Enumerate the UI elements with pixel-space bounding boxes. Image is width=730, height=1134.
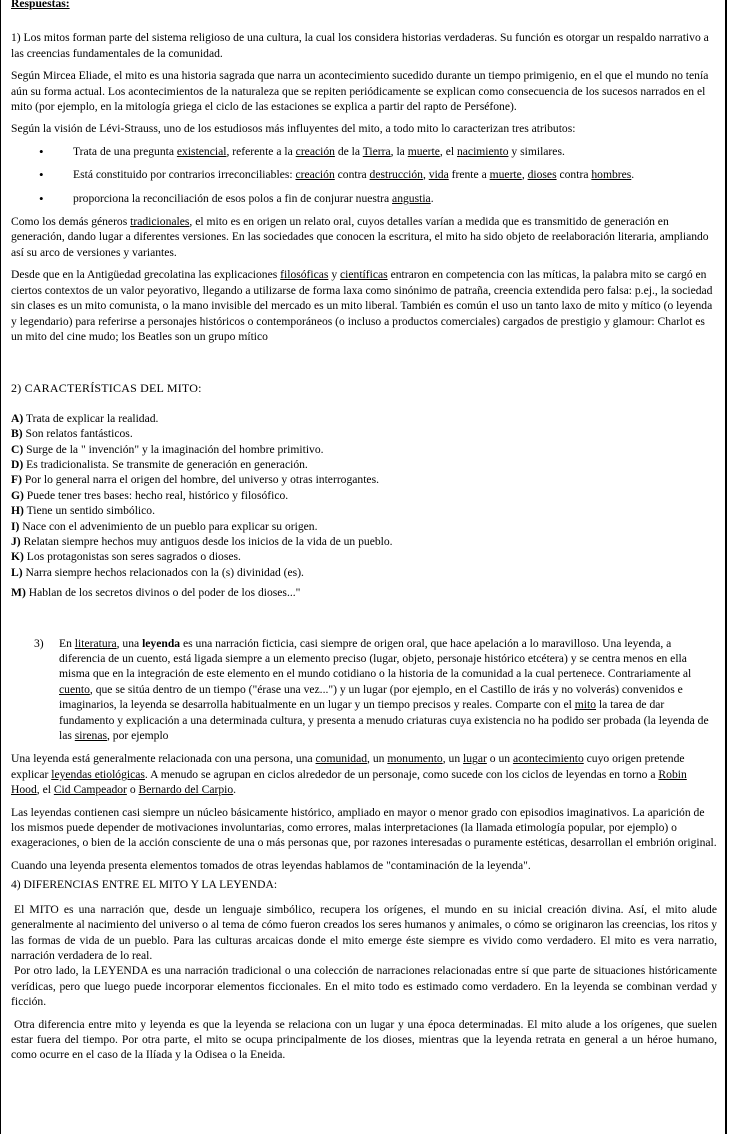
text: . (233, 783, 237, 797)
bold-leyenda: leyenda (142, 636, 181, 650)
myth-vs-legend-paragraph (11, 902, 717, 964)
characteristic-item (11, 411, 717, 426)
levi-strauss-paragraph: Según la visión de Lévi-Strauss, uno de los estudiosos más influyentes del mito, a todo mito lo caracterizan tres atributos: (11, 122, 576, 136)
text: , por ejemplo (106, 729, 169, 743)
characteristic-item (11, 426, 717, 441)
item-label: A) (11, 411, 24, 425)
section1-intro: 1) Los mitos forman parte del sistema religioso de una cultura, la cual los considera historias verdaderas. Su función es otorgar un respaldo narrativo a las creencias fundamentales de la comunidad. (11, 31, 709, 60)
item-text: Es tradicionalista. Se transmite de generación en generación. (23, 457, 308, 471)
text: la tarea de dar fundamento y explicación a una determinada cultura, y presenta a menudo criaturas cuya existencia no ha podido ser probada (la leyenda de las (59, 698, 709, 743)
section4-heading: 4) DIFERENCIAS ENTRE EL MITO Y LA LEYENDA: (11, 878, 278, 892)
item-label: D) (11, 457, 24, 471)
contamination-paragraph: Cuando una leyenda presenta elementos tomados de otras leyendas hablamos de "contaminación de la leyenda". (11, 858, 531, 872)
text: , que se sitúa dentro de un tiempo ("érase una vez...") y un lugar (por ejemplo, en el Castillo de irás y no volverás) convenidos e imaginarios, la leyenda se desarrolla habitualmente en un lugar y un tiempo precisos y reales. Comparte con el (59, 682, 683, 712)
link-leyendas-etiologicas[interactable]: leyendas etiológicas (51, 767, 145, 781)
characteristic-item (11, 442, 717, 457)
link-tradicionales[interactable]: tradicionales (130, 215, 190, 229)
text: . A menudo se agrupan en ciclos alrededor de un personaje, como sucede con los ciclos de leyendas en torno a (144, 767, 659, 781)
item-text: Surge de la " invención" y la imaginación del hombre primitivo. (23, 442, 324, 456)
text: de la (334, 144, 363, 158)
link-comunidad[interactable]: comunidad (315, 752, 368, 766)
item-label: I) (11, 519, 20, 533)
text: , (521, 168, 528, 182)
item-label: M) (11, 586, 26, 600)
characteristic-item (11, 585, 717, 600)
characteristic-item (11, 457, 717, 472)
eliade-paragraph: Según Mircea Eliade, el mito es una historia sagrada que narra un acontecimiento sucedido durante un tiempo primigenio, en el que el mundo no tenía aún su forma actual. Los acontecimientos de la naturaleza que se repiten periódicamente se explican como consecuencia de los sucesos narrados en el mito (por ejemplo, en la mitología griega el ciclo de las estaciones se explica a partir del rapto de Perséfone). (11, 69, 709, 114)
text: y similares. (508, 144, 565, 158)
traditional-genres-paragraph (11, 214, 717, 260)
text: , el (439, 144, 457, 158)
text: proporciona la reconciliación de esos polos a fin de conjurar nuestra (73, 191, 393, 205)
item-label: F) (11, 473, 22, 487)
link-bernardo-del-carpio[interactable]: Bernardo del Carpio (138, 783, 234, 797)
link-monumento[interactable]: monumento (387, 752, 443, 766)
link-vida[interactable]: vida (428, 168, 449, 182)
text: contra (334, 168, 370, 182)
item-label: K) (11, 550, 24, 564)
link-muerte[interactable]: muerte (407, 144, 440, 158)
characteristic-item (11, 503, 717, 518)
text: , una (116, 636, 143, 650)
text: , referente a la (226, 144, 296, 158)
link-creacion[interactable]: creación (295, 144, 335, 158)
attribute-item (73, 191, 717, 206)
text: Una leyenda está generalmente relacionada con una persona, una (11, 752, 316, 766)
text: En (59, 636, 75, 650)
item-text: Los protagonistas son seres sagrados o dioses. (23, 550, 241, 564)
item-text: Relatan siempre hechos muy antiguos desde los inicios de la vida de un pueblo. (20, 534, 393, 548)
item-label: H) (11, 504, 24, 518)
text: . (430, 191, 434, 205)
link-sirenas[interactable]: sirenas (74, 729, 107, 743)
link-hombres[interactable]: hombres (591, 168, 632, 182)
characteristic-item (11, 488, 717, 503)
legend-relation-paragraph (11, 751, 717, 797)
link-cientificas[interactable]: científicas (340, 268, 388, 282)
link-creacion[interactable]: creación (295, 168, 335, 182)
text: cuyo origen pretende explicar (11, 752, 685, 781)
link-mito[interactable]: mito (574, 698, 597, 712)
item-text: Son relatos fantásticos. (22, 427, 133, 441)
text: Está constituido por contrarios irreconciliables: (73, 168, 296, 182)
characteristic-item (11, 565, 717, 580)
item-text: Tiene un sentido simbólico. (23, 504, 155, 518)
characteristic-item (11, 534, 717, 549)
text: Trata de una pregunta (73, 144, 177, 158)
item-text: Por lo general narra el origen del hombre, del universo y otras interrogantes. (21, 473, 379, 487)
text: , la (390, 144, 408, 158)
link-existencial[interactable]: existencial (176, 144, 227, 158)
text: , un (442, 752, 464, 766)
text: . (631, 168, 635, 182)
legend-definition-paragraph (11, 963, 717, 1009)
characteristic-item (11, 549, 717, 564)
link-acontecimiento[interactable]: acontecimiento (512, 752, 584, 766)
text: o un (486, 752, 513, 766)
characteristic-item (11, 519, 717, 534)
item-text: Narra siempre hechos relacionados con la (s) divinidad (es). (22, 565, 304, 579)
section2-heading: 2) CARACTERÍSTICAS DEL MITO: (11, 381, 202, 396)
link-cid-campeador[interactable]: Cid Campeador (53, 783, 127, 797)
section3-item (11, 636, 717, 744)
attributes-list (11, 144, 717, 206)
link-cuento[interactable]: cuento (59, 682, 90, 696)
link-tierra[interactable]: Tierra (362, 144, 391, 158)
text: , un (367, 752, 388, 766)
spacer (11, 351, 717, 381)
item-text: Puede tener tres bases: hecho real, histórico y filosófico. (23, 488, 289, 502)
text: frente a (448, 168, 490, 182)
other-difference-paragraph: Otra diferencia entre mito y leyenda es que la leyenda se relaciona con un lugar y una época determinadas. El mito alude a los orígenes, que suelen estar fuera del tiempo. Por otra parte, el mito se ocupa principalmente de los dioses, mientras que la leyenda retrata en general a un héroe humano, como ocurre en el caso de la Ilíada y la Odisea o la Eneida. (11, 1017, 717, 1062)
text: Por otro lado, la LEYENDA es una narración tradicional o una colección de narraciones relacionadas entre sí que parte de situaciones históricamente verídicas, pero que luego puede incorporar elementos ficcionales. En el mito todo es estimado como verdadero. En la leyenda se combinan verdad y ficción. (11, 964, 717, 1009)
text: , el mito es en origen un relato oral, cuyos detalles varían a medida que es transmitido de generación en generación, dando lugar a diferentes versiones. En las sociedades que conocen la escritura, el mito ha sido objeto de reelaboración literaria, ampliando así su arco de versiones y variantes. (11, 215, 709, 259)
text: contra (556, 168, 592, 182)
historical-core-paragraph: Las leyendas contienen casi siempre un núcleo básicamente histórico, ampliado en mayor o menor grado con episodios imaginativos. La aparición de los mismos puede depender de motivaciones involuntarias, como errores, malas interpretaciones (la llamada etimología popular, por ejemplo) o exageraciones, o bien de la acción consciente de una o más personas que, por razones interesadas o puramente estéticas, desarrollan el embrión original. (11, 805, 717, 850)
link-filosoficas[interactable]: filosóficas (280, 268, 329, 282)
link-literatura[interactable]: literatura (74, 636, 117, 650)
text: entraron en competencia con las míticas, la palabra mito se cargó en ciertos contextos de un valor peyorativo, llegando a utilizarse de forma laxa como sinónimo de patraña, creencia extendida pero falsa: p.ej., la sociedad sin clases es un mito comunista, o la mano invisible del mercado es un mito liberal. También es común el uso un tanto laxo de mito y mítico (o leyenda y legendario) para referirse a personajes históricos o contemporáneos (o incluso a productos comerciales) cargados de prestigio y glamour: Charlot es un mito del cine mudo; los Beatles son un grupo mítico (11, 268, 713, 343)
link-destruccion[interactable]: destrucción (369, 168, 423, 182)
item-label: C) (11, 442, 24, 456)
item-label: J) (11, 534, 21, 548)
antiquity-paragraph (11, 267, 717, 344)
attribute-item (73, 167, 717, 182)
item-label: L) (11, 565, 23, 579)
text: Como los demás géneros (11, 215, 131, 229)
item-number: 3) (34, 636, 44, 650)
link-muerte[interactable]: muerte (489, 168, 522, 182)
item-text: Nace con el advenimiento de un pueblo para explicar su origen. (19, 519, 318, 533)
page-title: Respuestas: (11, 0, 70, 10)
text: y (328, 268, 341, 282)
text: El MITO es una narración que, desde un lenguaje simbólico, recupera los orígenes, el mundo en su inicial creación divina. Así, el mito alude generalmente al nacimiento del universo o al tema de cómo fueron creados los seres humanos y animales, o cómo se originaron las creencias, los ritos y las formas de vida de un pueblo. Para las culturas arcaicas donde el mito emerge éste siempre es vivido como verdadero. El mito es vera narratio, narración verdadera de lo real. (11, 902, 717, 962)
link-lugar[interactable]: lugar (463, 752, 487, 766)
characteristic-item (11, 472, 717, 487)
text: , (422, 168, 429, 182)
text: es una narración ficticia, casi siempre de origen oral, que hace apelación a lo maravilloso. Una leyenda, a diferencia de un cuento, está ligada siempre a un elemento preciso (lugar, objeto, personaje histórico etcétera) y se centra menos en ella misma que en la integración de este elemento en el mundo cotidiano o la historia de la comunidad a la cual pertenece. Contrariamente al (59, 636, 692, 681)
text: o (126, 783, 139, 797)
item-label: G) (11, 488, 24, 502)
link-nacimiento[interactable]: nacimiento (456, 144, 509, 158)
link-angustia[interactable]: angustia (392, 191, 431, 205)
text: , el (36, 783, 54, 797)
item-text: Trata de explicar la realidad. (23, 411, 159, 425)
link-dioses[interactable]: dioses (527, 168, 557, 182)
item-label: B) (11, 427, 23, 441)
characteristics-list (11, 411, 717, 601)
attribute-item (73, 144, 717, 159)
item-text: Hablan de los secretos divinos o del poder de los dioses..." (25, 586, 301, 600)
link-robin-hood[interactable]: Robin Hood (11, 767, 687, 797)
text: Desde que en la Antigüedad grecolatina las explicaciones (11, 268, 281, 282)
